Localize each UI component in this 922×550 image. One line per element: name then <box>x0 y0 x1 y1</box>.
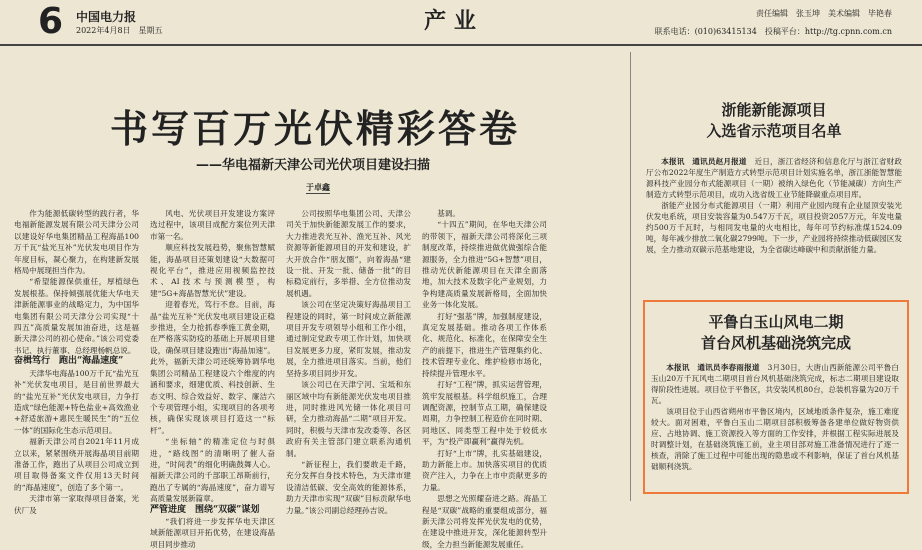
paragraph: 打好“上市”牌，扎实基础建设，助力新能上市。加快落实项目的优质资产注入，力争在上市中贡献更多的力量。 <box>422 448 547 492</box>
paragraph: 打好“工程”牌，抓实运营管理，筑牢发展根基。科学组织施工，合理调配资源，控制节点工期，确保建设周期，力争控制工程造价在同时期、同地区、同类型工程中处于较低水平，为“投产即赢利”赢得先机。 <box>422 380 547 447</box>
title-line: 首台风机基础浇筑完成 <box>700 334 851 352</box>
side-article-1-title <box>640 100 908 142</box>
paragraph: “新征程上，我们要敢走千路，充分发挥自身技术特色，为天津市建设清洁低碳、安全高效的能源体系，助力天津市实现“双碳”目标贡献华电力量。”该公司副总经理孙吉说。 <box>286 459 411 515</box>
section-title: 产 业 <box>424 8 476 34</box>
title-line: 入选省示范项目名单 <box>706 122 842 140</box>
issue-date: 2022年4月8日 星期五 <box>76 26 163 35</box>
paragraph: 风电、光伏项目开发建设方案评选过程中，该项目成配方案位列天津市第一名。 <box>150 209 275 241</box>
paragraph: “十四五”期间，在华电天津公司的带领下，福新天津公司将深化三项制度改革，持续推进做优做强综合能源服务，全力推进“5G+智慧”项目，推动光伏新能源项目在天津全面落地，加大技术及数字化产业规划，力争构建高质量发展新格局，全面加快业务一体化发展。 <box>422 220 547 310</box>
side-article-2-body <box>651 362 899 486</box>
article-column-2 <box>150 208 275 549</box>
paper-name: 中国电力报 <box>76 10 137 24</box>
column-divider <box>630 52 631 501</box>
contact-line: 联系电话：(010)63415134 投稿平台：http://tg.cpnn.com.cn <box>654 27 892 36</box>
masthead <box>0 0 922 46</box>
title-line: 平鲁白玉山风电二期 <box>708 313 844 331</box>
article-column-3 <box>286 208 411 515</box>
side-article-2-title <box>645 312 907 354</box>
paragraph: 近日，浙江省经济和信息化厅与浙江省财政厅公布2022年度生产制造方式转型示范项目计划实施名单，浙江浙能智慧能源科技产业园分布式能源项目（一期）被纳入绿色化（节能减碳）方向生产制造方式转型示范项目，成功入选省级工业节能降碳重点项目库。 <box>646 157 903 199</box>
paragraph: 思想之光照耀奋进之路。海晶工程是“双碳”战略的重要组成部分，福新天津公司将发挥光伏发电的优势，在建设中推进开发，深化能源转型升级，全力担当新能源发展重任。 <box>422 494 547 549</box>
paragraph: “坐标轴”的精准定位与时俱进，“路线图”的清晰明了催人奋进，“时间表”的细化明确鼓舞人心。福新天津公司的千部职工昂斯前行，跑出了专属的“海晶速度”，奋力谱写高质量发展新篇章。 <box>150 437 275 504</box>
section-subheading: 奋楫笃行 跑出“海晶速度” <box>14 356 124 367</box>
paragraph: 公司按照华电集团公司、天津公司关于加快新能源发展工作的要求，大力推进表光互补、渔光互补、风光资源等新能源项目的开发和建设，扩大开放合作“朋友圈”，向着海晶“建设一批、开发一批、储备一批”的目标稳定前行，多举措、全方位推动发展机遇。 <box>286 209 411 298</box>
paragraph: 浙能产业园分布式能源项目（一期）利用产业园内现有企业屋顶安装光伏发电系统，项目安装容量为0.547万千瓦，项目投资2057万元，年发电量约500万千瓦时，与相同发电量的火电相比，每年可节约标准煤1524.09吨，每年减少排放二氧化碳2799吨。下一步，产业园将持续推动低碳园区发展，全力推动双碳示范基地建设，为全省碳达峰碳中和贡献浙能力量。 <box>646 201 902 254</box>
paragraph: 天津市第一家取得项目备案，光伏厂及 <box>14 494 139 515</box>
paragraph: “希望能源保供重任，厚植绿色发展根基。保持倾强展优能大华电天津新能源事业的战略定力，为中国华电集团有限公司天津分公司实现“十四五”高质量发展加油奋进，这是福新天津公司的初心使命。”该公司党委书记、执行董事、总经理杨帆总说。 <box>14 277 139 355</box>
editors-line: 责任编辑 张玉坤 美术编辑 毕艳春 <box>756 9 892 18</box>
paragraph: 打好“强基”牌，加强制度建设，真定发展基础。推动各项工作体系化、规范化、标准化，在保障安全生产的前提下，推进生产管理集约化、技术管理专业化、维护检修市场化，持续提升管理水平。 <box>422 311 547 378</box>
main-headline: 书写百万光伏精彩答卷 <box>110 107 521 151</box>
paragraph: 该公司已在天津宁河、宝坻和东丽区域中均有新能源光伏发电项目推进，同时推进风光储一体化项目可研，全力推动海晶“二期”项目开发。同时，积极与天津市发改委等、各区政府有关主管部门建立联系沟通机制。 <box>286 380 411 458</box>
paragraph: 基调。 <box>437 209 460 218</box>
side-article-1-body <box>646 156 902 296</box>
paragraph: 顺应科技发展趋势，聚焦智慧赋能，海晶项目还策划建设“大数据可视化平台”，推进应用视频监控技术、AI技术与预测模型，构建“5G+海晶智慧光伏”建设。 <box>150 243 275 298</box>
paragraph: 福新天津公司自2021年11月成立以来，紧紧围绕开展海晶项目前期准备工作，跑出了从项目公司成立到项目取得备案文件仅用13天时间的“海晶速度”，创造了多个第一。 <box>14 437 139 492</box>
paragraph: 作为能源低碳转型的践行者，华电福新能源发展有限公司天津分公司以建设好华电集团精品工程海晶100万千瓦“盐光互补”光伏发电项目作为年度目标，凝心聚力，在构建新发展格局中展现担当作为。 <box>14 209 139 276</box>
title-line: 浙能新能源项目 <box>721 101 827 119</box>
section-subheading: 严管进度 围绕“双碳”谋划 <box>150 504 260 515</box>
paragraph: 3月30日，大唐山西新能源公司平鲁白玉山20万千瓦风电二期项目首台风机基础浇筑完成，标志二期项目建设取得阶段性进展。项目位于平鲁区，共安装风机80台，总装机容量为20万千瓦。 <box>651 363 900 405</box>
article-column-1 <box>14 208 139 515</box>
main-subheadline: ——华电福新天津公司光伏项目建设扫描 <box>196 158 431 173</box>
paragraph: 该公司在坚定决策好海晶项目工程建设的同时，第一时间成立新能源项目开发专项领导小组和工作小组，通过制定党政专项工作计划，加快项目发展更多力度，紧盯发展，推动发展，全力推进项目落实。当前，他们坚持多项目同步开发。 <box>286 300 411 378</box>
paragraph: 该项目位于山西省朔州市平鲁区境内，区域地质条件复杂，施工难度较大。面对困难，平鲁白玉山二期项目部积极筹备各建单位做好物资供应、占地协调、施工资源投入等方面的工作安排，并根据工程实际进展及时调整计划，在基础浇筑施工前，业主项目部对施工准备情况进行了逐一核查，消除了施工过程中可能出现的隐患或不利影响，保证了首台风机基础顺利浇筑。 <box>651 407 899 471</box>
main-author: 于卓鑫 <box>306 182 330 192</box>
byline: 本报讯 通讯员赵月报道 <box>661 157 747 166</box>
article-column-4 <box>422 208 547 549</box>
page-number: 6 <box>38 1 64 42</box>
paragraph: 迎着春光，笃行不怠。目前，海晶“盐光互补”光伏发电项目建设正稳步推进，全力抢抓春季施工黄金期，在严格落实防疫的基础上开展项目建设，确保项目建设跑出“海晶加速”。此外，福新天津公司还统筹协调华电集团公司精品工程建设六个维度的内涵和要求，细建优质、科技创新、生态文明、综合效益好、数字、廉洁六个专项管理小组，实现项目的各项考核，确保实现该项目打造这一“标杆”。 <box>150 300 275 435</box>
paragraph: “我们将进一步发挥华电天津区域新能源项目开拓优势，在建设海晶项目同步推动 <box>150 516 275 549</box>
paragraph: 天津华电海晶100万千瓦“盐光互补”光伏发电项目，是目前世界最大的“盐光互补”光伏发电项目，力争打造成“绿色能源+特色盐业+高效渔业+舒适旅游+惠民生暖民生”的“五位一体”的国际化生态示范项目。 <box>14 368 139 435</box>
byline: 本报讯 通讯员李春雨报道 <box>666 363 760 372</box>
